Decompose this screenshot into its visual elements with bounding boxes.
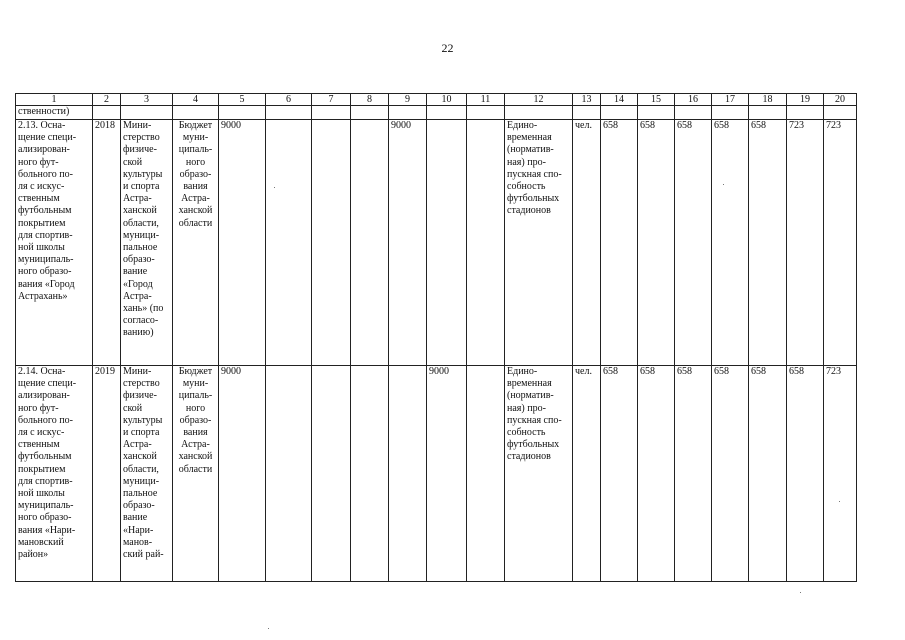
value-col6-cell	[266, 366, 312, 582]
value-col17-cell: 658	[712, 120, 749, 366]
value-col7-cell	[312, 366, 351, 582]
page-number: 22	[441, 41, 454, 55]
value-col6-cell	[266, 120, 312, 366]
activity-name-cell: 2.13. Осна- щение специ- ализирован- ного фут- больного по- ля с искус- ственным футбольным покрытием для спортив- ной школы муниципаль- ного образо- вания «Город Астрахань»	[16, 120, 93, 366]
table-row	[16, 366, 857, 582]
column-header: 17	[712, 94, 749, 106]
column-header: 10	[427, 94, 467, 106]
value-col18-cell: 658	[749, 366, 787, 582]
unit-cell: чел.	[573, 366, 601, 582]
value-col16-cell: 658	[675, 120, 712, 366]
scan-speck	[800, 592, 801, 593]
unit-cell: чел.	[573, 120, 601, 366]
column-header: 1	[16, 94, 93, 106]
column-header: 6	[266, 94, 312, 106]
column-header: 4	[173, 94, 219, 106]
column-header: 14	[601, 94, 638, 106]
funding-source-cell: Бюджет муни- ципаль- ного образо- вания Астра- ханской области	[173, 120, 219, 366]
scan-speck	[274, 187, 275, 188]
value-col18-cell: 658	[749, 120, 787, 366]
value-col15-cell: 658	[638, 366, 675, 582]
value-col16-cell: 658	[675, 366, 712, 582]
executor-cell: Мини- стерство физиче- ской культуры и спорта Астра- ханской области, муници- пальное образо- вание «Город Астра- хань» (по согласо- ванию)	[121, 120, 173, 366]
funding-source-cell: Бюджет муни- ципаль- ного образо- вания Астра- ханской области	[173, 366, 219, 582]
value-col20-cell: 723	[824, 120, 857, 366]
indicator-cell: Едино- временная (норматив- ная) про- пускная спо- собность футбольных стадионов	[505, 366, 573, 582]
value-col19-cell: 723	[787, 120, 824, 366]
column-header: 18	[749, 94, 787, 106]
value-col10-cell	[427, 120, 467, 366]
value-col8-cell	[351, 120, 389, 366]
column-number-row	[16, 94, 857, 106]
table-row	[16, 120, 857, 366]
value-col20-cell: 723	[824, 366, 857, 582]
value-col9-cell	[389, 366, 427, 582]
value-col5-cell: 9000	[219, 120, 266, 366]
column-header: 12	[505, 94, 573, 106]
value-col7-cell	[312, 120, 351, 366]
column-header: 3	[121, 94, 173, 106]
column-header: 7	[312, 94, 351, 106]
value-col14-cell: 658	[601, 120, 638, 366]
value-col8-cell	[351, 366, 389, 582]
value-col17-cell: 658	[712, 366, 749, 582]
column-header: 5	[219, 94, 266, 106]
value-col15-cell: 658	[638, 120, 675, 366]
program-activities-table	[15, 93, 857, 582]
continuation-row	[16, 106, 857, 120]
indicator-cell: Едино- временная (норматив- ная) про- пускная спо- собность футбольных стадионов	[505, 120, 573, 366]
column-header: 2	[93, 94, 121, 106]
value-col19-cell: 658	[787, 366, 824, 582]
activity-name-cell: 2.14. Осна- щение специ- ализирован- ного фут- больного по- ля с искус- ственным футбольным покрытием для спортив- ной школы муниципаль- ного образо- вания «Нари- мановский район»	[16, 366, 93, 582]
column-header: 20	[824, 94, 857, 106]
value-col14-cell: 658	[601, 366, 638, 582]
scan-speck	[839, 501, 840, 502]
column-header: 11	[467, 94, 505, 106]
scan-speck	[268, 628, 269, 629]
value-col9-cell: 9000	[389, 120, 427, 366]
year-cell: 2019	[93, 366, 121, 582]
column-header: 8	[351, 94, 389, 106]
column-header: 9	[389, 94, 427, 106]
continuation-text: ственности)	[16, 106, 93, 120]
value-col5-cell: 9000	[219, 366, 266, 582]
scan-speck	[723, 184, 724, 185]
value-col10-cell: 9000	[427, 366, 467, 582]
column-header: 13	[573, 94, 601, 106]
executor-cell: Мини- стерство физиче- ской культуры и спорта Астра- ханской области, муници- пальное образо- вание «Нари- манов- ский рай-	[121, 366, 173, 582]
value-col11-cell	[467, 120, 505, 366]
column-header: 16	[675, 94, 712, 106]
year-cell: 2018	[93, 120, 121, 366]
column-header: 15	[638, 94, 675, 106]
value-col11-cell	[467, 366, 505, 582]
column-header: 19	[787, 94, 824, 106]
